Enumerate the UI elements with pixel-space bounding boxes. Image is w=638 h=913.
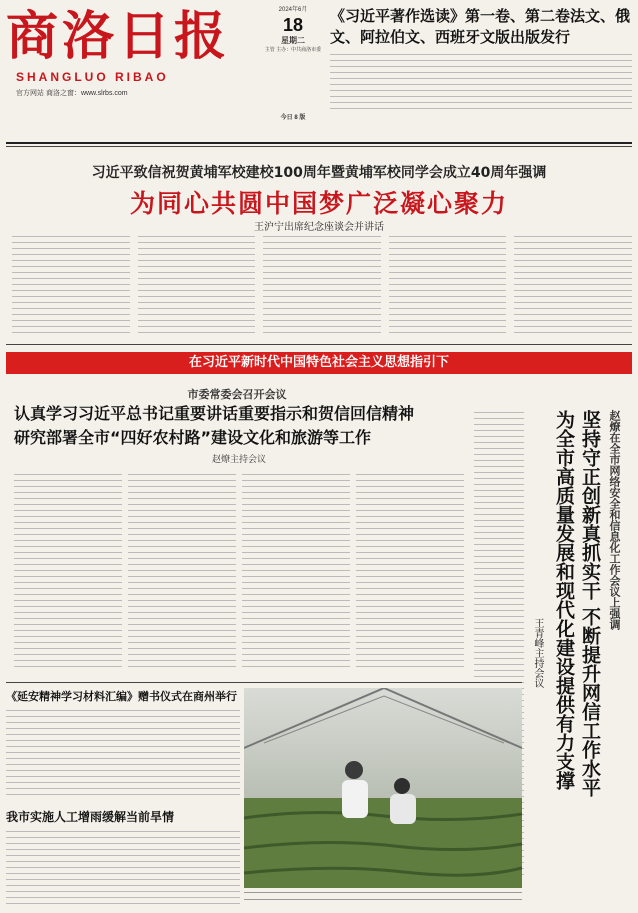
story2-byline: 赵燎主持会议 bbox=[211, 455, 266, 465]
story2-headline-line2[interactable]: 研究部署全市“四好农村路”建设文化和旅游等工作 bbox=[14, 428, 372, 447]
masthead-divider-thin bbox=[6, 146, 632, 147]
top-story bbox=[330, 6, 632, 140]
lead-column bbox=[12, 234, 130, 334]
sponsor-line: 主管 主办：中共商洛市委 bbox=[264, 47, 322, 53]
story4-body bbox=[6, 829, 240, 909]
issue-info-box bbox=[262, 6, 324, 140]
photo-caption bbox=[244, 890, 522, 906]
newspaper-pinyin: SHANGLUO RIBAO bbox=[16, 70, 169, 84]
date-day: 18 bbox=[282, 15, 304, 35]
right-story-kicker[interactable]: 赵燎在全市网络安全和信息化工作会议上强调 bbox=[608, 410, 621, 630]
lead-subheadline: 王沪宁出席纪念座谈会并讲话 bbox=[254, 222, 384, 233]
lead-headline[interactable]: 为同心共圆中国梦广泛凝心聚力 bbox=[129, 189, 508, 218]
weekday: 星期二 bbox=[281, 36, 305, 45]
story2-column bbox=[14, 472, 122, 668]
story2-headline-line1[interactable]: 认真学习习近平总书记重要讲话重要指示和贺信回信精神 bbox=[14, 404, 415, 423]
right-story-headline-line2[interactable]: 为全市高质量发展和现代化建设提供有力支撑 bbox=[553, 410, 575, 790]
right-story-headline-line1[interactable]: 坚持守正创新真抓实干 不断提升网信工作水平 bbox=[579, 410, 601, 797]
date-line: 2024年6月 bbox=[278, 7, 308, 13]
lead-column bbox=[138, 234, 256, 334]
story4-headline[interactable]: 我市实施人工增雨缓解当前旱情 bbox=[6, 810, 175, 824]
standing-committee-story bbox=[6, 380, 468, 670]
story2-kicker[interactable]: 市委常委会召开会议 bbox=[187, 388, 287, 401]
lead-column bbox=[263, 234, 381, 334]
story2-column bbox=[356, 472, 464, 668]
masthead-divider bbox=[6, 142, 632, 144]
lead-article-columns bbox=[12, 234, 632, 334]
section-divider bbox=[6, 344, 632, 345]
right-story-byline: 王青峰主持会议 bbox=[532, 618, 543, 688]
book-donation-story bbox=[6, 688, 240, 798]
newspaper-logo: 商洛日报 bbox=[6, 6, 231, 67]
story3-headline[interactable]: 《延安精神学习材料汇编》赠书仪式在商州举行 bbox=[6, 690, 237, 703]
top-story-body bbox=[330, 52, 632, 114]
website-line[interactable]: 官方网站 商洛之窗：www.slrbs.com bbox=[16, 90, 128, 97]
lead-column bbox=[389, 234, 507, 334]
story3-body bbox=[6, 708, 240, 796]
story2-column bbox=[242, 472, 350, 668]
greenhouse-photo-illustration bbox=[244, 688, 522, 888]
story2-columns bbox=[14, 472, 464, 668]
story2-column bbox=[128, 472, 236, 668]
masthead bbox=[0, 0, 638, 140]
top-story-title[interactable]: 《习近平著作选读》第一卷、第二卷法文、俄文、阿拉伯文、西班牙文版出版发行 bbox=[330, 7, 631, 46]
issue-pages: 今日 8 版 bbox=[280, 115, 306, 121]
news-photo[interactable] bbox=[244, 688, 522, 888]
lead-column bbox=[514, 234, 632, 334]
rain-enhancement-story bbox=[6, 808, 240, 908]
lower-divider bbox=[6, 682, 522, 683]
section-banner: 在习近平新时代中国特色社会主义思想指引下 bbox=[6, 352, 632, 374]
lead-kicker[interactable]: 习近平致信祝贺黄埔军校建校100周年暨黄埔军校同学会成立40周年强调 bbox=[91, 165, 547, 181]
